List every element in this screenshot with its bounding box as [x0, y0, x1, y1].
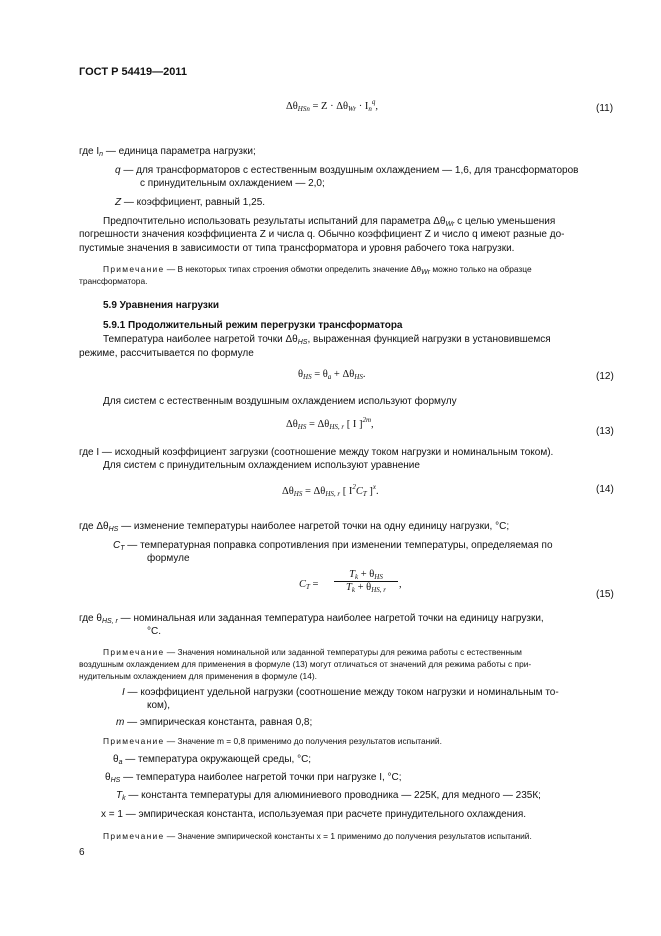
note-2-line-3: нудительным охлаждением для применения в формуле (14). — [79, 671, 317, 681]
equation-12: $\theta_{HS} = \theta_a + \Delta\theta_{HS}$. — [298, 369, 366, 381]
def-m: m — эмпирическая константа, равная 0,8; — [116, 717, 313, 728]
para-4-line-1: где I — исходный коэффициент загрузки (соотношение между током нагрузки и номинальным током). — [79, 447, 554, 458]
equation-15-numerator: $T_k + \theta_{HS}$ — [349, 569, 383, 581]
equation-11: $\Delta\theta_{HSn} = Z \cdot \Delta\theta_{Wr} \cdot I_n^q$, — [286, 98, 379, 113]
equation-15-tail: , — [399, 579, 402, 590]
equation-15-lhs: $C_T$ = — [299, 579, 319, 591]
equation-15-fraction — [334, 569, 398, 594]
note-1: Примечание — В некоторых типах строения обмотки определить значение $\Delta\theta_{Wr}$ можно только на образце — [103, 264, 532, 276]
equation-15-denominator: $T_k + \theta_{HS, r}$ — [346, 582, 386, 594]
para-2-line-2: режиме, рассчитывается по формуле — [79, 348, 254, 359]
para-2-line-1: Температура наиболее нагретой точки $\Delta\theta_{HS}$, выраженная функцией нагрузки в установившемся — [103, 334, 551, 346]
def-q-line2: с принудительным охлаждением — 2,0; — [140, 178, 325, 189]
para-1-line-2: погрешности значения коэффициента Z и числа q. Обычно коэффициент Z и число q имеют разные до- — [79, 229, 565, 240]
def-tk: $T_k$ — константа температуры для алюминиевого проводника — 225К, для медного — 235К; — [116, 790, 541, 802]
note-1-line-2: трансформатора. — [79, 276, 148, 286]
equation-13-number: (13) — [596, 426, 614, 437]
para-1-line-3: пустимые значения в зависимости от типа трансформатора и уровня рабочего тока нагрузки. — [79, 243, 515, 254]
def-dhs: где $\Delta\theta_{HS}$ — изменение температуры наиболее нагретой точки на одну единицу нагрузки, °С; — [79, 521, 510, 533]
def-in: где $I_n$ — единица параметра нагрузки; — [79, 146, 256, 158]
note-2-line-2: воздушным охлаждением для применения в формуле (13) могут отличаться от значений для режима работы с при- — [79, 659, 532, 669]
note-3: Примечание — Значение m = 0,8 применимо до получения результатов испытаний. — [103, 736, 442, 746]
def-q: q — для трансформаторов с естественным воздушным охлаждением — 1,6, для трансформаторов — [115, 165, 579, 176]
equation-12-number: (12) — [596, 371, 614, 382]
def-x: x = 1 — эмпирическая константа, используемая при расчете принудительного охлаждения. — [101, 809, 527, 820]
def-i: I — коэффициент удельной нагрузки (соотношение между током нагрузки и номинальным то- — [122, 687, 559, 698]
equation-15-number: (15) — [596, 589, 614, 600]
def-theta-hs: $\theta_{HS}$ — температура наиболее нагретой точки при нагрузке I, °С; — [105, 772, 402, 784]
def-ct-line2: формуле — [147, 553, 190, 564]
para-3: Для систем с естественным воздушным охлаждением используют формулу — [103, 396, 457, 407]
section-5-9-1-title: 5.9.1 Продолжительный режим перегрузки трансформатора — [103, 320, 403, 331]
def-ct: $C_T$ — температурная поправка сопротивления при изменении температуры, определяемая по — [113, 540, 553, 552]
para-4-line-2: Для систем с принудительным охлаждением используют уравнение — [103, 460, 420, 471]
def-ths-r-line2: °С. — [147, 626, 161, 637]
standard-header: ГОСТ Р 54419—2011 — [79, 66, 187, 78]
equation-14: $\Delta\theta_{HS} = \Delta\theta_{HS, r}$ [ $I^2C_T$ ]$^x$. — [282, 483, 379, 498]
note-2: Примечание — Значения номинальной или заданной температуры для режима работы с естественным — [103, 647, 522, 657]
def-i-line2: ком), — [147, 700, 171, 711]
equation-14-number: (14) — [596, 484, 614, 495]
note-4: Примечание — Значение эмпирической константы x = 1 применимо до получения результатов испытаний. — [103, 831, 532, 841]
para-1-line-1: Предпочтительно использовать результаты испытаний для параметра $\Delta\theta_{Wr}$ с целью уменьшения — [103, 216, 556, 228]
equation-11-number: (11) — [596, 103, 614, 114]
def-ths-r: где $\theta_{HS, r}$ — номинальная или заданная температура наиболее нагретой точки на единицу нагрузки, — [79, 613, 544, 625]
section-5-9-title: 5.9 Уравнения нагрузки — [103, 300, 220, 311]
page-number: 6 — [79, 847, 85, 858]
def-z: Z — коэффициент, равный 1,25. — [115, 197, 266, 208]
def-theta-a: $\theta_a$ — температура окружающей среды, °С; — [113, 754, 312, 766]
equation-13: $\Delta\theta_{HS} = \Delta\theta_{HS, r}$ [ I ]$^{2m}$, — [286, 416, 374, 431]
